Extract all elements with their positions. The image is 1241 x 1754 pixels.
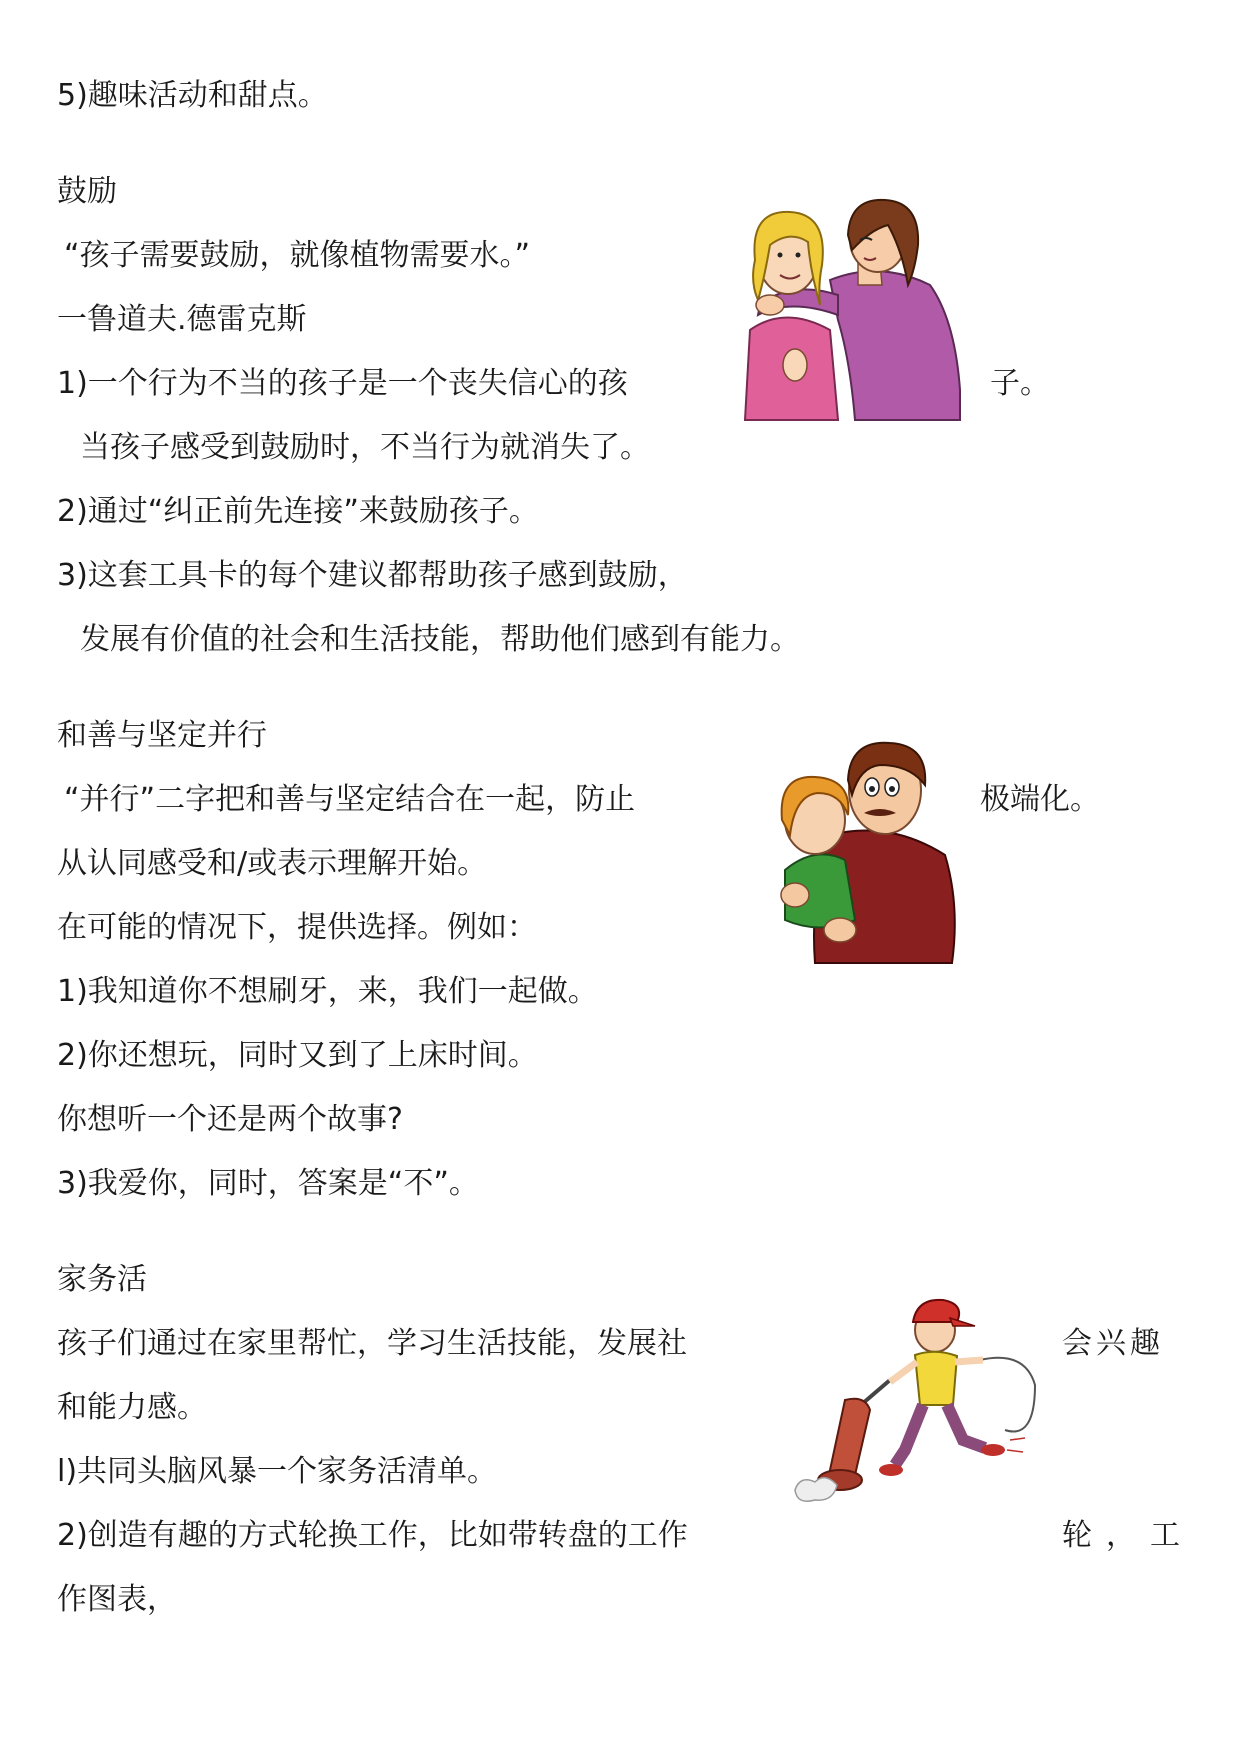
section-heading-chores: 家务活 <box>57 1262 147 1297</box>
list-item-1: 1)一个行为不当的孩子是一个丧失信心的孩 <box>57 366 628 401</box>
list-item-2-end: 轮，工 <box>1062 1518 1194 1553</box>
list-item-5: 5)趣味活动和甜点。 <box>57 78 328 113</box>
list-item-3: 3)我爱你，同时，答案是“不”。 <box>57 1166 479 1201</box>
list-item-1-cont: 当孩子感受到鼓励时，不当行为就消失了。 <box>80 430 650 465</box>
section-heading-encouragement: 鼓励 <box>57 174 117 209</box>
list-item-1-end: 子。 <box>990 366 1050 401</box>
list-item-2: 2)通过“纠正前先连接”来鼓励孩子。 <box>57 494 539 529</box>
paragraph-line: 在可能的情况下，提供选择。例如： <box>57 910 537 945</box>
quote-author: 一鲁道夫.德雷克斯 <box>57 302 307 337</box>
list-item-3-cont: 发展有价值的社会和生活技能，帮助他们感到有能力。 <box>80 622 800 657</box>
list-item-1: 1)我知道你不想刷牙，来，我们一起做。 <box>57 974 598 1009</box>
list-item-2-cont: 你想听一个还是两个故事? <box>57 1102 403 1137</box>
list-item-1: l)共同头脑风暴一个家务活清单。 <box>57 1454 498 1489</box>
list-item-3: 3)这套工具卡的每个建议都帮助孩子感到鼓励， <box>57 558 688 593</box>
paragraph-line: 从认同感受和/或表示理解开始。 <box>57 846 488 881</box>
mother-daughter-illustration <box>730 190 970 430</box>
list-item-2-cont: 作图表， <box>57 1582 177 1617</box>
section-heading-kind-and-firm: 和善与坚定并行 <box>57 718 267 753</box>
list-item-2: 2)创造有趣的方式轮换工作，比如带转盘的工作 <box>57 1518 688 1553</box>
father-hugging-child-illustration <box>760 735 960 965</box>
paragraph-line-end: 极端化。 <box>980 782 1100 817</box>
child-vacuuming-illustration <box>785 1290 1045 1510</box>
paragraph-line: 孩子们通过在家里帮忙，学习生活技能，发展社 <box>57 1326 687 1361</box>
list-item-2: 2)你还想玩，同时又到了上床时间。 <box>57 1038 538 1073</box>
quote: “孩子需要鼓励，就像植物需要水。” <box>64 238 531 273</box>
paragraph-line-end: 会兴趣 <box>1062 1326 1164 1361</box>
paragraph-line-cont: 和能力感。 <box>57 1390 207 1425</box>
paragraph-line: “并行”二字把和善与坚定结合在一起，防止 <box>64 782 636 817</box>
